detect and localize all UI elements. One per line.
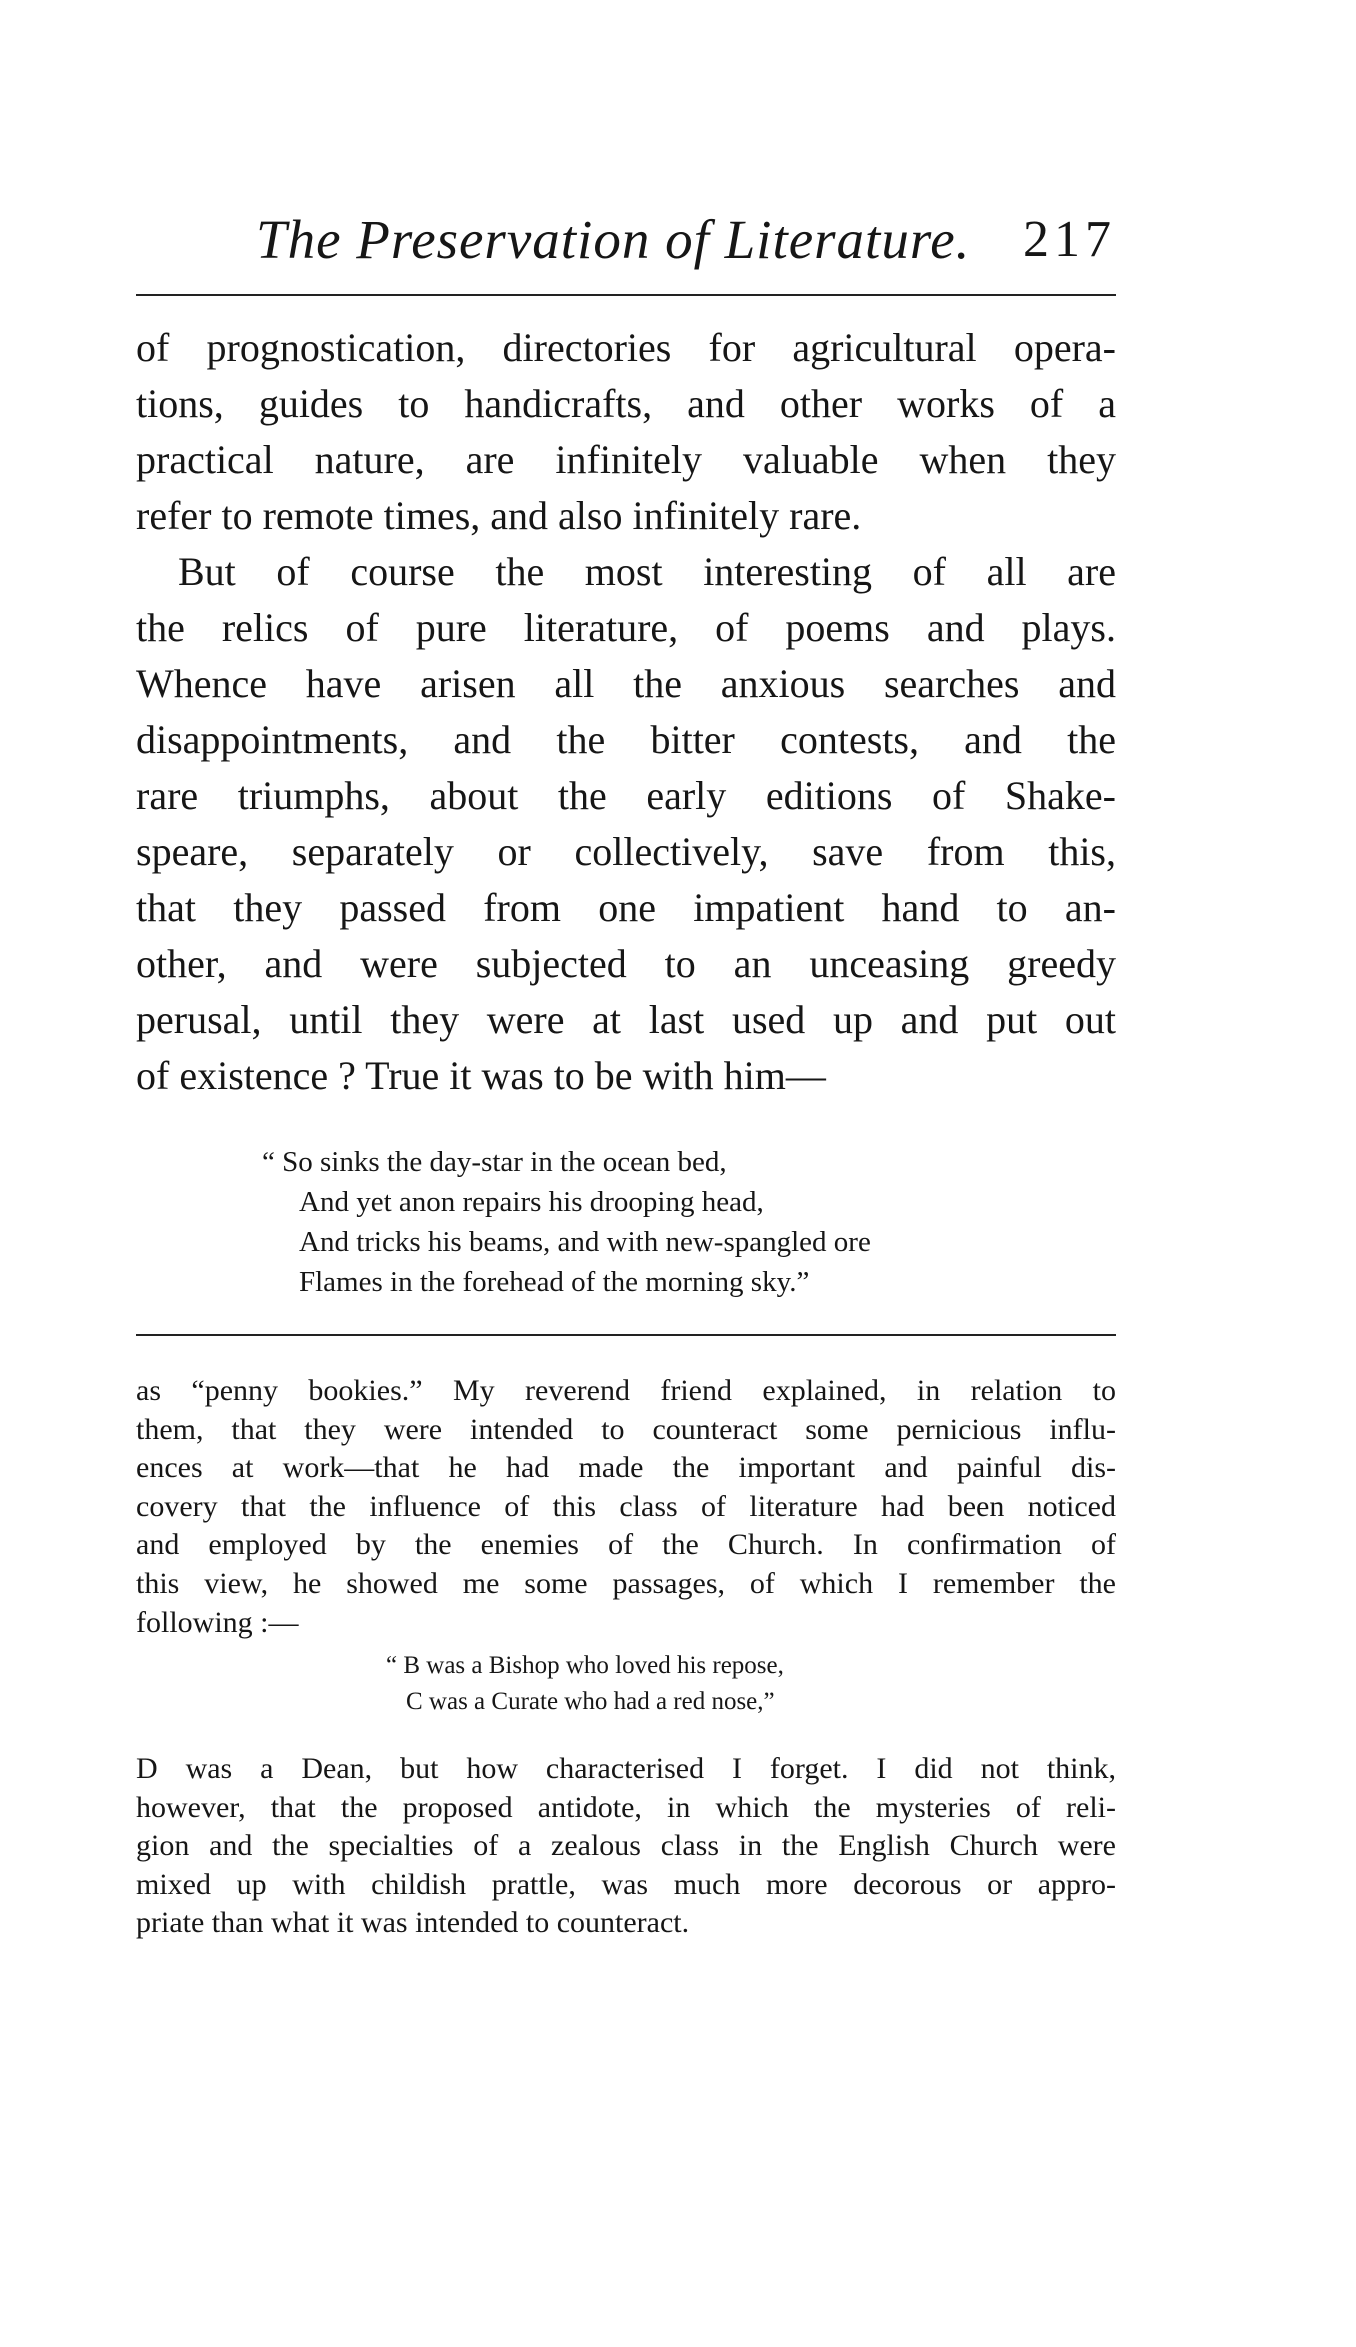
footnote-line: priate than what it was intended to counteract.: [136, 1906, 690, 1940]
body-line: the relics of pure literature, of poems and plays.: [136, 605, 1116, 650]
footnote-line: following :—: [136, 1605, 299, 1639]
footnote-line: as “penny bookies.” My reverend friend explained, in relation to: [136, 1374, 1116, 1407]
body-line: speare, separately or collectively, save from this,: [136, 829, 1116, 874]
verse-line: And yet anon repairs his drooping head,: [299, 1186, 764, 1218]
body-line: that they passed from one impatient hand to an-: [136, 885, 1116, 930]
footnote-verse-line: C was a Curate who had a red nose,”: [406, 1688, 775, 1715]
verse-line: “ So sinks the day-star in the ocean bed,: [262, 1146, 727, 1178]
footnote-verse-line: “ B was a Bishop who loved his repose,: [386, 1652, 784, 1679]
body-line: disappointments, and the bitter contests, and the: [136, 717, 1116, 762]
header-rule: [136, 294, 1116, 296]
footnote-text: [136, 1372, 1116, 1642]
footnote-line: gion and the specialties of a zealous class in the English Church were: [136, 1829, 1116, 1863]
footnote-line: D was a Dean, but how characterised I forget. I did not think,: [136, 1752, 1116, 1785]
footnote-line: them, that they were intended to counteract some pernicious influ-: [136, 1412, 1116, 1446]
body-line: But of course the most interesting of all are: [178, 549, 1116, 594]
footnote-closing-text: [136, 1750, 1116, 1943]
main-text: [136, 320, 1116, 1104]
footnote-verse: [386, 1648, 784, 1720]
footnote-line: and employed by the enemies of the Church. In confirmation of: [136, 1528, 1116, 1562]
footnote-line: ences at work—that he had made the important and painful dis-: [136, 1451, 1116, 1485]
verse-quotation: [262, 1142, 871, 1302]
verse-line: And tricks his beams, and with new-spangled ore: [299, 1226, 871, 1258]
body-line: refer to remote times, and also infinitely rare.: [136, 493, 862, 538]
running-header: [136, 208, 1116, 278]
footnote-line: this view, he showed me some passages, of which I remember the: [136, 1566, 1116, 1600]
body-line: Whence have arisen all the anxious searches and: [136, 661, 1116, 706]
footnote-line: covery that the influence of this class of literature had been noticed: [136, 1489, 1116, 1523]
body-line: other, and were subjected to an unceasing greedy: [136, 941, 1116, 986]
body-line: of prognostication, directories for agricultural opera-: [136, 325, 1116, 370]
footnote-rule: [136, 1334, 1116, 1336]
body-line: practical nature, are infinitely valuable when they: [136, 437, 1116, 482]
footnote-line: however, that the proposed antidote, in which the mysteries of reli-: [136, 1790, 1116, 1824]
footnote-line: mixed up with childish prattle, was much more decorous or appro-: [136, 1867, 1116, 1901]
body-line: tions, guides to handicrafts, and other works of a: [136, 381, 1116, 426]
body-line: of existence ? True it was to be with him—: [136, 1053, 826, 1098]
body-line: rare triumphs, about the early editions of Shake-: [136, 773, 1116, 818]
page-number: 217: [1023, 211, 1116, 268]
running-title: The Preservation of Literature.: [256, 209, 971, 270]
body-line: perusal, until they were at last used up and put out: [136, 997, 1116, 1042]
verse-line: Flames in the forehead of the morning sky.”: [299, 1266, 810, 1298]
